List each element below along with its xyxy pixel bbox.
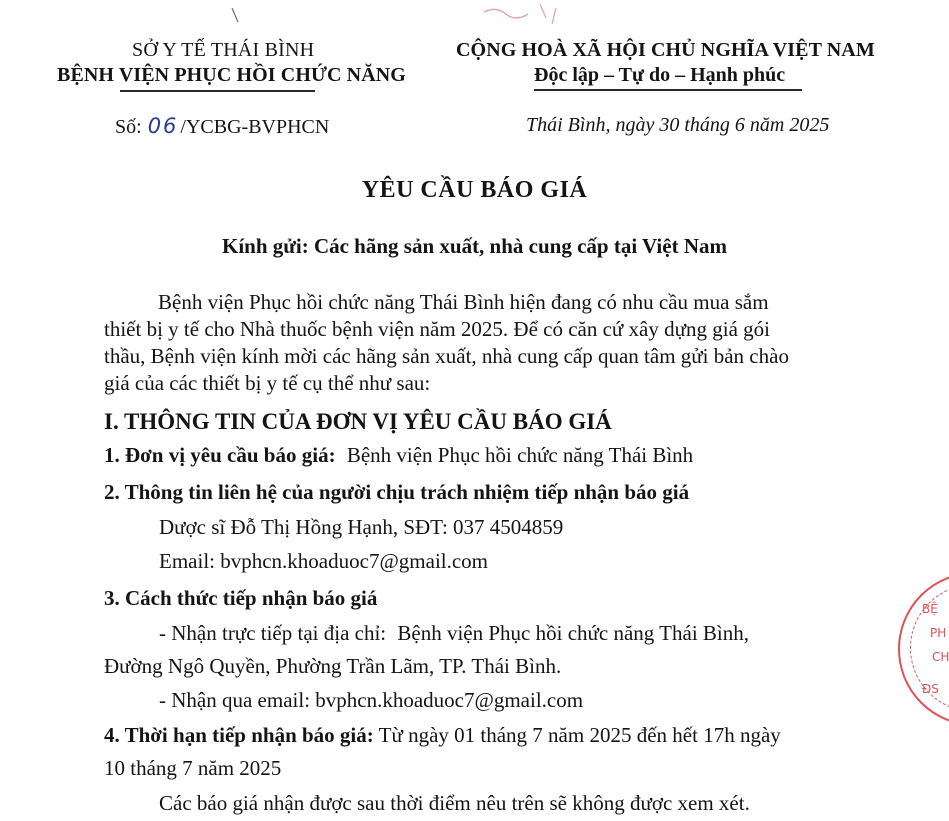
reference-prefix: Số:: [115, 116, 142, 138]
item-4-value: Từ ngày 01 tháng 7 năm 2025 đến hết 17h ngày: [378, 723, 781, 747]
seal-text-4: ĐS: [922, 682, 939, 696]
item-3-direct-b: Bệnh viện Phục hồi chức năng Thái Bình,: [397, 621, 749, 645]
header-left-underline: [120, 90, 315, 92]
item-4: [104, 722, 781, 749]
intro-paragraph: [104, 289, 826, 397]
item-1-value: Bệnh viện Phục hồi chức năng Thái Bình: [346, 443, 694, 467]
item-1-label: 1. Đơn vị yêu cầu báo giá:: [104, 443, 336, 467]
late-note: Các báo giá nhận được sau thời điểm nêu trên sẽ không được xem xét.: [159, 791, 750, 815]
reference-suffix: /YCBG-BVPHCN: [180, 116, 330, 138]
seal-text-3: CH: [932, 650, 949, 664]
intro-line-4: giá của các thiết bị y tế cụ thể như sau:: [104, 371, 431, 395]
item-1: [104, 442, 693, 469]
item-3-address: Đường Ngô Quyền, Phường Trần Lãm, TP. Thái Bình.: [104, 654, 562, 678]
reference-number: [115, 114, 329, 139]
pen-marks: [0, 0, 949, 40]
item-2-label: 2. Thông tin liên hệ của người chịu trách nhiệm tiếp nhận báo giá: [104, 480, 690, 504]
handwritten-number: 06: [147, 114, 179, 138]
item-3-direct: [159, 620, 749, 647]
official-seal: [898, 572, 949, 726]
national-motto: Độc lập – Tự do – Hạnh phúc: [534, 64, 786, 86]
item-2-contact: Dược sĩ Đỗ Thị Hồng Hạnh, SĐT: 037 4504859: [159, 515, 564, 539]
intro-line-3: thầu, Bệnh viện kính mời các hãng sản xuất, nhà cung cấp quan tâm gửi bản chào: [104, 344, 789, 368]
seal-text-2: PH: [930, 626, 947, 640]
date-line: Thái Bình, ngày 30 tháng 6 năm 2025: [526, 114, 830, 136]
document-title: YÊU CẦU BÁO GIÁ: [361, 177, 588, 203]
item-3-direct-a: - Nhận trực tiếp tại địa chỉ:: [159, 621, 387, 645]
intro-line-2: thiết bị y tế cho Nhà thuốc bệnh viện năm 2025. Để có căn cứ xây dựng giá gói: [104, 317, 771, 341]
item-4-value-cont: 10 tháng 7 năm 2025: [104, 756, 282, 780]
agency-name: SỞ Y TẾ THÁI BÌNH: [132, 39, 315, 61]
recipient-line: Kính gửi: Các hãng sản xuất, nhà cung cấp tại Việt Nam: [221, 234, 727, 258]
item-3-label: 3. Cách thức tiếp nhận báo giá: [104, 586, 378, 610]
header-right-underline: [534, 89, 802, 91]
item-3-email: - Nhận qua email: bvphcn.khoaduoc7@gmail.com: [159, 688, 584, 712]
seal-text-1: BỆ: [922, 602, 938, 616]
hospital-name: BỆNH VIỆN PHỤC HỒI CHỨC NĂNG: [57, 64, 406, 86]
item-2-email: Email: bvphcn.khoaduoc7@gmail.com: [159, 549, 489, 573]
section-heading: I. THÔNG TIN CỦA ĐƠN VỊ YÊU CẦU BÁO GIÁ: [104, 409, 612, 434]
intro-line-1: Bệnh viện Phục hồi chức năng Thái Bình hiện đang có nhu cầu mua sắm: [158, 290, 769, 314]
item-4-label: 4. Thời hạn tiếp nhận báo giá:: [104, 723, 374, 747]
national-title: CỘNG HOÀ XÃ HỘI CHỦ NGHĨA VIỆT NAM: [456, 39, 875, 61]
